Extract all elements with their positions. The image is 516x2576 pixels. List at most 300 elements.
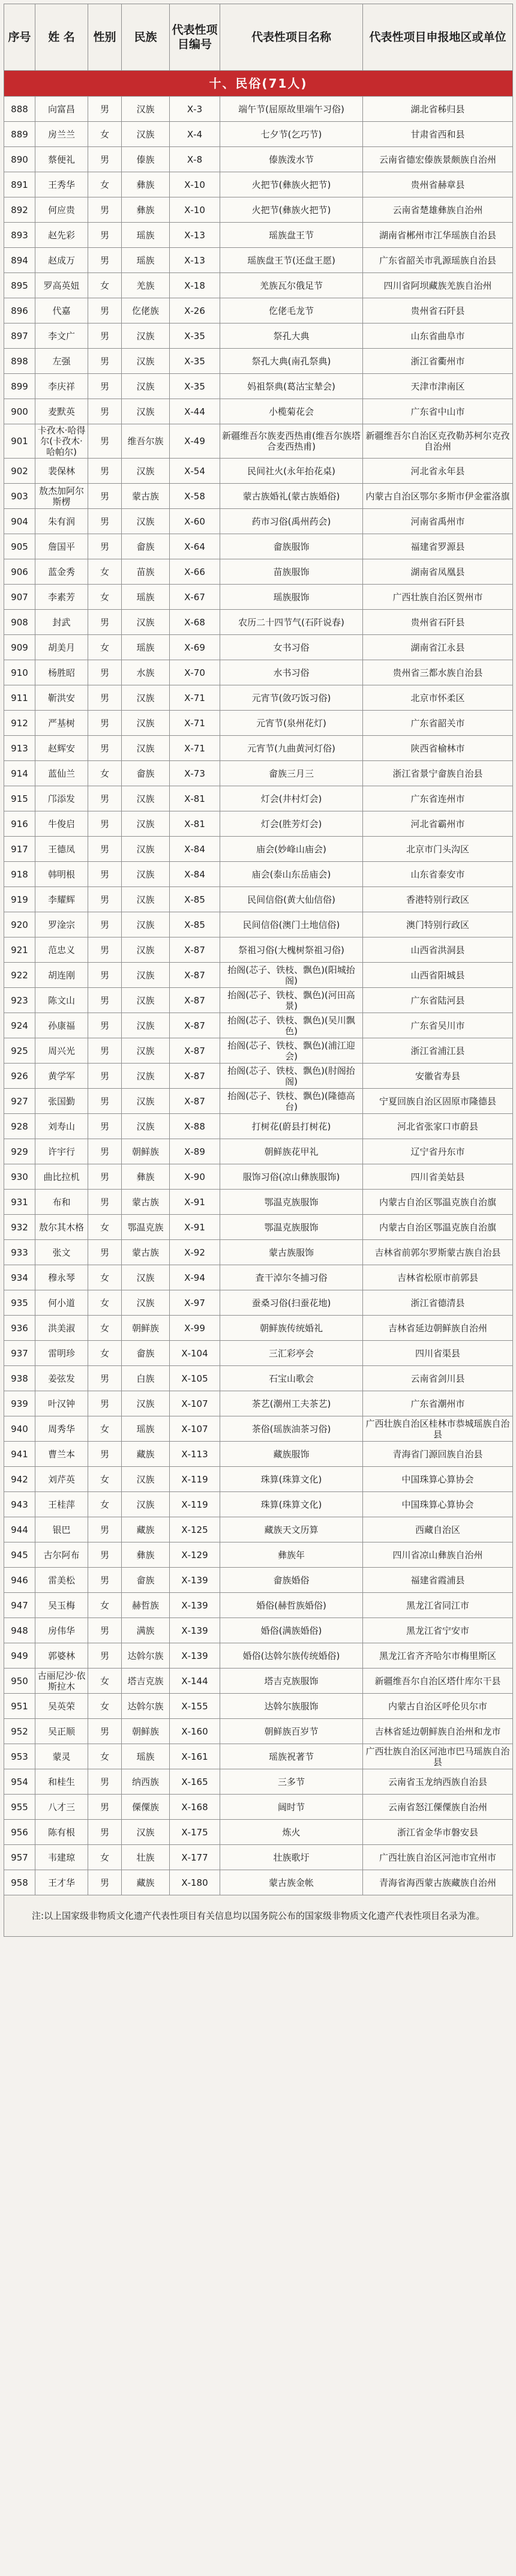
cell-project-code: Ⅹ-168 [170,1795,220,1820]
cell-region: 中国珠算心算协会 [363,1467,513,1492]
cell-project-code: Ⅹ-49 [170,424,220,459]
table-row [4,837,513,862]
cell-name: 李文广 [35,324,88,349]
cell-seq: 917 [4,837,35,862]
cell-seq: 897 [4,324,35,349]
cell-gender: 男 [88,1164,122,1190]
cell-project-code: Ⅹ-44 [170,399,220,424]
cell-project-name: 祭孔大典(南孔祭典) [220,349,363,374]
cell-project-name: 三多节 [220,1769,363,1795]
cell-project-code: Ⅹ-94 [170,1265,220,1290]
footnote: 注:以上国家级非物质文化遗产代表性项目有关信息均以国务院公布的国家级非物质文化遗产代表性项目名录为准。 [4,1895,513,1937]
cell-project-name: 抬阁(芯子、铁枝、飘色)(河田高景) [220,988,363,1013]
cell-project-name: 蒙古族金帐 [220,1870,363,1895]
cell-name: 蔡便礼 [35,147,88,172]
cell-project-code: Ⅹ-92 [170,1240,220,1265]
cell-seq: 918 [4,862,35,887]
cell-gender: 男 [88,1719,122,1744]
cell-gender: 男 [88,1795,122,1820]
cell-region: 黑龙江省宁安市 [363,1618,513,1643]
cell-seq: 941 [4,1442,35,1467]
cell-name: 吴正顺 [35,1719,88,1744]
cell-region: 湖南省凤凰县 [363,559,513,585]
cell-project-code: Ⅹ-180 [170,1870,220,1895]
cell-project-code: Ⅹ-64 [170,534,220,559]
cell-gender: 女 [88,1467,122,1492]
table-row [4,862,513,887]
cell-project-code: Ⅹ-87 [170,963,220,988]
cell-project-name: 苗族服饰 [220,559,363,585]
cell-project-name: 祭祖习俗(大槐树祭祖习俗) [220,937,363,963]
cell-gender: 男 [88,912,122,937]
cell-name: 胡美月 [35,635,88,660]
cell-ethnicity: 朝鲜族 [122,1139,170,1164]
cell-ethnicity: 塔吉克族 [122,1669,170,1694]
cell-region: 广东省连州市 [363,786,513,811]
cell-name: 敖杰加阿尔斯楞 [35,484,88,509]
cell-gender: 男 [88,1769,122,1795]
section-row [4,71,513,97]
cell-ethnicity: 汉族 [122,711,170,736]
cell-project-name: 达斡尔族服饰 [220,1694,363,1719]
table-row [4,1038,513,1064]
table-row [4,1568,513,1593]
cell-name: 何应贵 [35,197,88,223]
table-row [4,1190,513,1215]
table-row [4,887,513,912]
cell-project-name: 鄂温克族服饰 [220,1215,363,1240]
cell-ethnicity: 纳西族 [122,1769,170,1795]
table-row [4,1139,513,1164]
cell-seq: 902 [4,459,35,484]
table-row [4,509,513,534]
cell-seq: 903 [4,484,35,509]
cell-region: 香港特别行政区 [363,887,513,912]
cell-project-code: Ⅹ-18 [170,273,220,298]
cell-project-name: 塔吉克族服饰 [220,1669,363,1694]
cell-gender: 男 [88,1139,122,1164]
cell-ethnicity: 维吾尔族 [122,424,170,459]
table-row [4,1593,513,1618]
table-row [4,1366,513,1391]
cell-name: 周兴光 [35,1038,88,1064]
cell-ethnicity: 汉族 [122,887,170,912]
cell-name: 周秀华 [35,1416,88,1442]
cell-gender: 男 [88,1038,122,1064]
cell-seq: 920 [4,912,35,937]
table-row [4,223,513,248]
header-gender: 性别 [88,4,122,71]
cell-gender: 女 [88,1669,122,1694]
cell-gender: 男 [88,1618,122,1643]
table-row [4,988,513,1013]
cell-seq: 923 [4,988,35,1013]
cell-region: 福建省罗源县 [363,534,513,559]
cell-project-name: 珠算(珠算文化) [220,1492,363,1517]
cell-seq: 891 [4,172,35,197]
cell-project-name: 火把节(彝族火把节) [220,172,363,197]
cell-project-name: 端午节(屈原故里端午习俗) [220,97,363,122]
cell-region: 内蒙古自治区鄂尔多斯市伊金霍洛旗 [363,484,513,509]
cell-seq: 892 [4,197,35,223]
table-row [4,1391,513,1416]
cell-project-name: 藏族天文历算 [220,1517,363,1542]
cell-name: 王桂萍 [35,1492,88,1517]
cell-name: 赵先彩 [35,223,88,248]
cell-region: 云南省剑川县 [363,1366,513,1391]
cell-gender: 男 [88,374,122,399]
cell-project-code: Ⅹ-85 [170,887,220,912]
cell-project-code: Ⅹ-10 [170,172,220,197]
cell-project-name: 民间信俗(澳门土地信俗) [220,912,363,937]
cell-name: 李耀辉 [35,887,88,912]
cell-ethnicity: 畲族 [122,1341,170,1366]
cell-ethnicity: 傣族 [122,147,170,172]
cell-region: 黑龙江省齐齐哈尔市梅里斯区 [363,1643,513,1669]
cell-name: 蒙灵 [35,1744,88,1769]
cell-seq: 909 [4,635,35,660]
cell-ethnicity: 蒙古族 [122,1240,170,1265]
table-row [4,1467,513,1492]
cell-region: 四川省阿坝藏族羌族自治州 [363,273,513,298]
cell-ethnicity: 汉族 [122,685,170,711]
cell-seq: 925 [4,1038,35,1064]
cell-seq: 948 [4,1618,35,1643]
cell-ethnicity: 蒙古族 [122,484,170,509]
cell-gender: 男 [88,298,122,324]
cell-name: 刘芹英 [35,1467,88,1492]
cell-seq: 933 [4,1240,35,1265]
cell-seq: 921 [4,937,35,963]
cell-ethnicity: 汉族 [122,1391,170,1416]
cell-seq: 899 [4,374,35,399]
cell-name: 黄学军 [35,1064,88,1089]
cell-gender: 男 [88,988,122,1013]
cell-project-code: Ⅹ-144 [170,1669,220,1694]
cell-project-code: Ⅹ-104 [170,1341,220,1366]
cell-region: 湖南省郴州市江华瑶族自治县 [363,223,513,248]
cell-region: 北京市门头沟区 [363,837,513,862]
cell-seq: 889 [4,122,35,147]
cell-name: 罗高英妞 [35,273,88,298]
cell-project-code: Ⅹ-107 [170,1416,220,1442]
cell-ethnicity: 瑶族 [122,1744,170,1769]
cell-region: 福建省霞浦县 [363,1568,513,1593]
table-row [4,1643,513,1669]
cell-project-name: 瑶族盘王节 [220,223,363,248]
cell-seq: 913 [4,736,35,761]
table-row [4,610,513,635]
cell-project-name: 灯会(胜芳灯会) [220,811,363,837]
cell-project-name: 婚俗(达斡尔族传统婚俗) [220,1643,363,1669]
cell-region: 四川省渠县 [363,1341,513,1366]
cell-region: 广东省中山市 [363,399,513,424]
cell-project-name: 水书习俗 [220,660,363,685]
cell-seq: 908 [4,610,35,635]
cell-seq: 955 [4,1795,35,1820]
cell-seq: 910 [4,660,35,685]
cell-region: 安徽省寿县 [363,1064,513,1089]
cell-region: 新疆维吾尔自治区克孜勒苏柯尔克孜自治州 [363,424,513,459]
cell-project-name: 瑶族服饰 [220,585,363,610]
cell-project-code: Ⅹ-73 [170,761,220,786]
cell-project-code: Ⅹ-87 [170,1064,220,1089]
cell-region: 广东省吴川市 [363,1013,513,1038]
cell-region: 贵州省石阡县 [363,298,513,324]
cell-name: 胡连刚 [35,963,88,988]
cell-region: 内蒙古自治区呼伦贝尔市 [363,1694,513,1719]
cell-region: 中国珠算心算协会 [363,1492,513,1517]
table-row [4,298,513,324]
cell-name: 李庆祥 [35,374,88,399]
cell-region: 内蒙古自治区鄂温克族自治旗 [363,1190,513,1215]
cell-seq: 931 [4,1190,35,1215]
cell-name: 王秀华 [35,172,88,197]
cell-project-name: 女书习俗 [220,635,363,660]
cell-project-code: Ⅹ-13 [170,223,220,248]
cell-name: 邝添发 [35,786,88,811]
cell-name: 杨胜昭 [35,660,88,685]
cell-gender: 女 [88,1265,122,1290]
cell-region: 广东省陆河县 [363,988,513,1013]
cell-ethnicity: 汉族 [122,610,170,635]
cell-name: 曹兰本 [35,1442,88,1467]
cell-region: 云南省怒江傈僳族自治州 [363,1795,513,1820]
cell-gender: 男 [88,811,122,837]
cell-ethnicity: 瑶族 [122,1416,170,1442]
cell-gender: 女 [88,761,122,786]
cell-project-code: Ⅹ-87 [170,1013,220,1038]
cell-name: 詹国平 [35,534,88,559]
table-row [4,459,513,484]
cell-region: 吉林省延边朝鲜族自治州 [363,1316,513,1341]
cell-ethnicity: 畲族 [122,534,170,559]
cell-name: 蓝仙兰 [35,761,88,786]
cell-region: 吉林省前郭尔罗斯蒙古族自治县 [363,1240,513,1265]
cell-name: 曲比拉机 [35,1164,88,1190]
cell-project-name: 庙会(妙峰山庙会) [220,837,363,862]
cell-seq: 895 [4,273,35,298]
cell-region: 浙江省德清县 [363,1290,513,1316]
header-seq: 序号 [4,4,35,71]
cell-project-code: Ⅹ-35 [170,324,220,349]
cell-seq: 912 [4,711,35,736]
cell-gender: 男 [88,324,122,349]
cell-ethnicity: 汉族 [122,988,170,1013]
cell-region: 青海省海西蒙古族藏族自治州 [363,1870,513,1895]
cell-name: 封武 [35,610,88,635]
cell-project-name: 蚕桑习俗(扫蚕花地) [220,1290,363,1316]
cell-region: 新疆维吾尔自治区塔什库尔干县 [363,1669,513,1694]
cell-project-name: 茶艺(潮州工夫茶艺) [220,1391,363,1416]
cell-ethnicity: 藏族 [122,1517,170,1542]
cell-seq: 924 [4,1013,35,1038]
table-row [4,147,513,172]
table-row [4,1669,513,1694]
cell-ethnicity: 汉族 [122,459,170,484]
cell-region: 广西壮族自治区桂林市恭城瑶族自治县 [363,1416,513,1442]
cell-ethnicity: 瑶族 [122,248,170,273]
cell-name: 卡孜木·哈得尔(卡孜木·哈帕尔) [35,424,88,459]
cell-seq: 906 [4,559,35,585]
cell-name: 布和 [35,1190,88,1215]
cell-ethnicity: 汉族 [122,862,170,887]
cell-project-name: 庙会(泰山东岳庙会) [220,862,363,887]
cell-name: 陈文山 [35,988,88,1013]
table-row [4,534,513,559]
cell-project-name: 瑶族盘王节(还盘王愿) [220,248,363,273]
cell-seq: 939 [4,1391,35,1416]
cell-ethnicity: 汉族 [122,399,170,424]
cell-gender: 男 [88,97,122,122]
table-row [4,711,513,736]
cell-project-name: 七夕节(乞巧节) [220,122,363,147]
cell-gender: 男 [88,837,122,862]
cell-seq: 953 [4,1744,35,1769]
cell-name: 赵辉安 [35,736,88,761]
cell-region: 湖南省江永县 [363,635,513,660]
cell-gender: 男 [88,1240,122,1265]
cell-name: 姜弦发 [35,1366,88,1391]
cell-project-name: 抬阁(芯子、铁枝、飘色)(浦江迎会) [220,1038,363,1064]
cell-name: 银巴 [35,1517,88,1542]
cell-name: 张国勤 [35,1089,88,1114]
cell-seq: 888 [4,97,35,122]
cell-seq: 958 [4,1870,35,1895]
cell-ethnicity: 汉族 [122,1467,170,1492]
cell-name: 郭婆林 [35,1643,88,1669]
cell-gender: 女 [88,1694,122,1719]
table-row [4,786,513,811]
inheritors-table [4,4,513,1937]
cell-project-name: 小榄菊花会 [220,399,363,424]
cell-gender: 男 [88,399,122,424]
cell-project-code: Ⅹ-10 [170,197,220,223]
cell-project-name: 民间社火(永年抬花桌) [220,459,363,484]
cell-project-name: 朝鲜族花甲礼 [220,1139,363,1164]
cell-project-name: 羌族瓦尔俄足节 [220,273,363,298]
cell-ethnicity: 汉族 [122,1492,170,1517]
cell-region: 甘肃省西和县 [363,122,513,147]
table-row [4,1114,513,1139]
cell-ethnicity: 壮族 [122,1845,170,1870]
cell-seq: 914 [4,761,35,786]
cell-region: 青海省门源回族自治县 [363,1442,513,1467]
cell-project-code: Ⅹ-177 [170,1845,220,1870]
cell-region: 浙江省浦江县 [363,1038,513,1064]
cell-seq: 936 [4,1316,35,1341]
cell-project-code: Ⅹ-70 [170,660,220,685]
cell-region: 云南省德宏傣族景颇族自治州 [363,147,513,172]
cell-name: 何小道 [35,1290,88,1316]
cell-ethnicity: 汉族 [122,324,170,349]
cell-project-name: 抬阁(芯子、铁枝、飘色)(阳城抬阁) [220,963,363,988]
cell-project-code: Ⅹ-71 [170,736,220,761]
cell-name: 张文 [35,1240,88,1265]
cell-project-name: 三汇彩亭会 [220,1341,363,1366]
cell-seq: 947 [4,1593,35,1618]
cell-project-code: Ⅹ-165 [170,1769,220,1795]
cell-project-code: Ⅹ-66 [170,559,220,585]
cell-name: 朱有润 [35,509,88,534]
cell-seq: 915 [4,786,35,811]
cell-gender: 女 [88,559,122,585]
cell-ethnicity: 彝族 [122,172,170,197]
cell-region: 北京市怀柔区 [363,685,513,711]
cell-name: 靳洪安 [35,685,88,711]
table-row [4,1694,513,1719]
cell-seq: 935 [4,1290,35,1316]
cell-region: 黑龙江省同江市 [363,1593,513,1618]
cell-project-code: Ⅹ-88 [170,1114,220,1139]
cell-name: 穆永琴 [35,1265,88,1290]
cell-project-code: Ⅹ-84 [170,862,220,887]
cell-gender: 女 [88,1290,122,1316]
cell-seq: 898 [4,349,35,374]
cell-project-name: 瑶族祝著节 [220,1744,363,1769]
cell-project-code: Ⅹ-71 [170,685,220,711]
table-row [4,97,513,122]
table-row [4,635,513,660]
cell-name: 古丽尼沙·依斯拉木 [35,1669,88,1694]
cell-gender: 男 [88,963,122,988]
table-row [4,1492,513,1517]
cell-seq: 949 [4,1643,35,1669]
table-row [4,1316,513,1341]
table-row [4,1164,513,1190]
cell-region: 浙江省金华市磐安县 [363,1820,513,1845]
cell-ethnicity: 达斡尔族 [122,1643,170,1669]
table-row [4,1542,513,1568]
cell-project-name: 査干淖尔冬捕习俗 [220,1265,363,1290]
cell-project-name: 畲族服饰 [220,534,363,559]
cell-project-name: 鄂温克族服饰 [220,1190,363,1215]
cell-gender: 男 [88,1517,122,1542]
cell-project-name: 婚俗(满族婚俗) [220,1618,363,1643]
cell-name: 房兰兰 [35,122,88,147]
cell-project-code: Ⅹ-119 [170,1492,220,1517]
cell-seq: 901 [4,424,35,459]
cell-seq: 956 [4,1820,35,1845]
cell-ethnicity: 朝鲜族 [122,1316,170,1341]
cell-project-code: Ⅹ-13 [170,248,220,273]
cell-project-code: Ⅹ-125 [170,1517,220,1542]
table-row [4,1215,513,1240]
cell-project-code: Ⅹ-35 [170,374,220,399]
cell-name: 敖尔其木格 [35,1215,88,1240]
cell-seq: 929 [4,1139,35,1164]
cell-ethnicity: 畲族 [122,761,170,786]
header-ethnicity: 民族 [122,4,170,71]
cell-project-name: 彝族年 [220,1542,363,1568]
table-row [4,273,513,298]
cell-name: 蓝金秀 [35,559,88,585]
cell-gender: 男 [88,534,122,559]
cell-ethnicity: 傈僳族 [122,1795,170,1820]
cell-region: 山西省阳城县 [363,963,513,988]
cell-name: 罗淦宗 [35,912,88,937]
cell-gender: 男 [88,197,122,223]
cell-ethnicity: 苗族 [122,559,170,585]
cell-seq: 907 [4,585,35,610]
cell-ethnicity: 汉族 [122,1089,170,1114]
cell-seq: 952 [4,1719,35,1744]
cell-gender: 男 [88,1013,122,1038]
table-body [4,97,513,1895]
cell-project-code: Ⅹ-4 [170,122,220,147]
cell-project-code: Ⅹ-87 [170,988,220,1013]
cell-project-name: 阔时节 [220,1795,363,1820]
